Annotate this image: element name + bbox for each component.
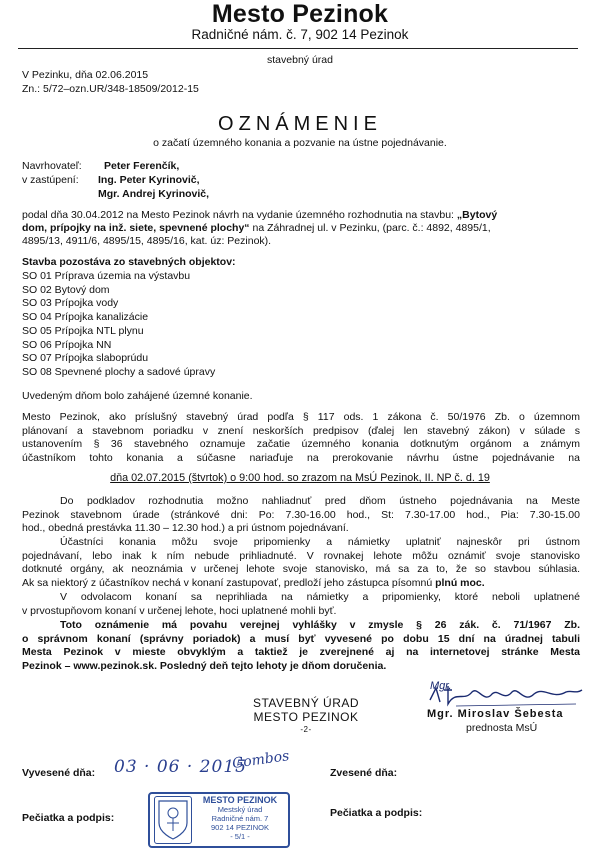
- signatory-title: prednosta MsÚ: [466, 722, 538, 734]
- representative-label: v zastúpení:: [22, 174, 79, 186]
- paragraph-inspection: Do podkladov rozhodnutia možno nahliadnuť pred dňom ústneho pojednávania na Meste Pezinok stavebnom úrade (stránkové dni: Po: 7.30-16.00 hod., St: 7.30-17.00 hod., Pia: 7.30-15.00 hod., obedná prestávka 11.30 – 12.30 hod.) a pri ústnom pojednávaní.: [22, 495, 580, 534]
- reference-number: Zn.: 5/72–ozn.UR/348-18509/2012-15: [22, 83, 199, 95]
- signature-prefix: Mgr.: [430, 680, 452, 692]
- intro-text-2b: na Záhradnej ul. v Pezinku, (parc. č.: 4892, 4895/1,: [252, 222, 491, 234]
- intro-line-2: [22, 222, 580, 236]
- document-heading: OZNÁMENIE: [218, 113, 382, 135]
- procedure-started: Uvedeným dňom bolo zahájené územné konanie.: [22, 390, 253, 402]
- intro-line-3: 4895/13, 4911/6, 4895/15, 4895/16, kat. úz: Pezinok).: [22, 235, 272, 247]
- posted-initials: Gombos: [231, 748, 291, 772]
- list-item: SO 04 Prípojka kanalizácie: [22, 311, 149, 324]
- representative-name-1: Ing. Peter Kyrinovič,: [98, 174, 200, 186]
- applicant-name: Peter Ferenčík,: [104, 160, 180, 172]
- stamp-sign-label-right: Pečiatka a podpis:: [330, 807, 423, 819]
- list-item: SO 02 Bytový dom: [22, 283, 110, 296]
- document-subheading: o začatí územného konania a pozvanie na ústne pojednávanie.: [153, 137, 447, 149]
- objects-title: Stavba pozostáva zo stavebných objektov:: [22, 256, 236, 268]
- city-stamp: [148, 792, 290, 848]
- date-line: V Pezinku, dňa 02.06.2015: [22, 69, 149, 81]
- stamp-sign-label-left: Pečiatka a podpis:: [22, 812, 115, 824]
- list-item: SO 06 Prípojka NN: [22, 338, 112, 351]
- stamp-text: MESTO PEZINOK Mestský úrad Radničné nám. 7 902 14 PEZINOK - 5/1 -: [202, 795, 278, 841]
- page-title: Mesto Pezinok: [211, 0, 389, 28]
- paragraph-objections: Účastníci konania môžu svoje pripomienky a námietky uplatniť najneskôr pri ústnom pojednávaní, lebo inak k ním nebude prihliadnuté. V rovnakej lehote môžu oznámiť svoje stanovisko dotknuté orgány, ak neoznámia v určenej lehote svoje stanovisko, má sa za to, že so stavbou súhlasia. Ak sa niektorý z účastníkov nechá v konaní zastupovať, predloží jeho zástupca písomnú plnú moc.: [22, 536, 580, 589]
- hearing-date: dňa 02.07.2015 (štvrtok) o 9:00 hod. so zrazom na MsÚ Pezinok, II. NP č. d. 19: [110, 472, 490, 484]
- header-address: Radničné nám. č. 7, 902 14 Pezinok: [191, 27, 409, 42]
- paragraph-authority: Mesto Pezinok, ako príslušný stavebný úrad podľa § 117 ods. 1 zákona č. 50/1976 Zb. o územnom plánovaní a stavebnom poriadku v znení neskorších predpisov (ďalej len stavebný zákon) v súlade s ustanovením § 36 stavebného oznamuje začatie územného konania dotknutým orgánom a známym účastníkom tohto konania a súčasne nariaďuje na prerokovanie návrhu ústne pojednávanie na: [22, 411, 580, 464]
- objects-list: [22, 270, 215, 380]
- coat-of-arms-icon: [154, 796, 192, 844]
- coat-of-arms-drawing: [155, 797, 191, 843]
- posted-date: 03 · 06 · 2015: [114, 757, 247, 777]
- office-stamp: STAVEBNÝ ÚRAD MESTO PEZINOK -2-: [252, 696, 360, 734]
- header-divider: [18, 48, 578, 49]
- project-title-end: dom, prípojky na inž. siete, spevnené plochy“: [22, 222, 250, 234]
- list-item: SO 07 Prípojka slaboprúdu: [22, 352, 149, 365]
- applicant-label: Navrhovateľ:: [22, 160, 82, 172]
- paragraph-appeal: V odvolacom konaní sa neprihliada na námietky a pripomienky, ktoré neboli uplatnené v prvostupňovom konaní v určenej lehote, hoci uplatnené mohli byť.: [22, 591, 580, 617]
- representative-name-2: Mgr. Andrej Kyrinovič,: [98, 188, 210, 200]
- intro-text-1a: podal dňa 30.04.2012 na Mesto Pezinok návrh na vydanie územného rozhodnutia na stavbu:: [22, 209, 454, 221]
- project-title-start: „Bytový: [456, 209, 498, 221]
- list-item: SO 01 Príprava územia na výstavbu: [22, 270, 191, 282]
- intro-line-1: [22, 209, 580, 223]
- header-department: stavebný úrad: [267, 54, 333, 66]
- removed-label: Zvesené dňa:: [330, 767, 398, 779]
- signatory-name: Mgr. Miroslav Šebesta: [427, 708, 564, 720]
- list-item: SO 03 Prípojka vody: [22, 297, 119, 310]
- paragraph-public-notice: Toto oznámenie má povahu verejnej vyhlášky v zmysle § 26 zák. č. 71/1967 Zb. o správnom konaní (správny poriadok) a musí byť vyvesené po dobu 15 dní na úradnej tabuli Mesta Pezinok v mieste obvyklým a taktiež je zverejnené aj na internetovej stránke Mesta Pezinok – www.pezinok.sk. Posledný deň tejto lehoty je dňom doručenia.: [22, 619, 580, 672]
- posted-label: Vyvesené dňa:: [22, 767, 96, 779]
- list-item: SO 05 Prípojka NTL plynu: [22, 324, 144, 337]
- list-item: SO 08 Spevnené plochy a sadové úpravy: [22, 365, 216, 378]
